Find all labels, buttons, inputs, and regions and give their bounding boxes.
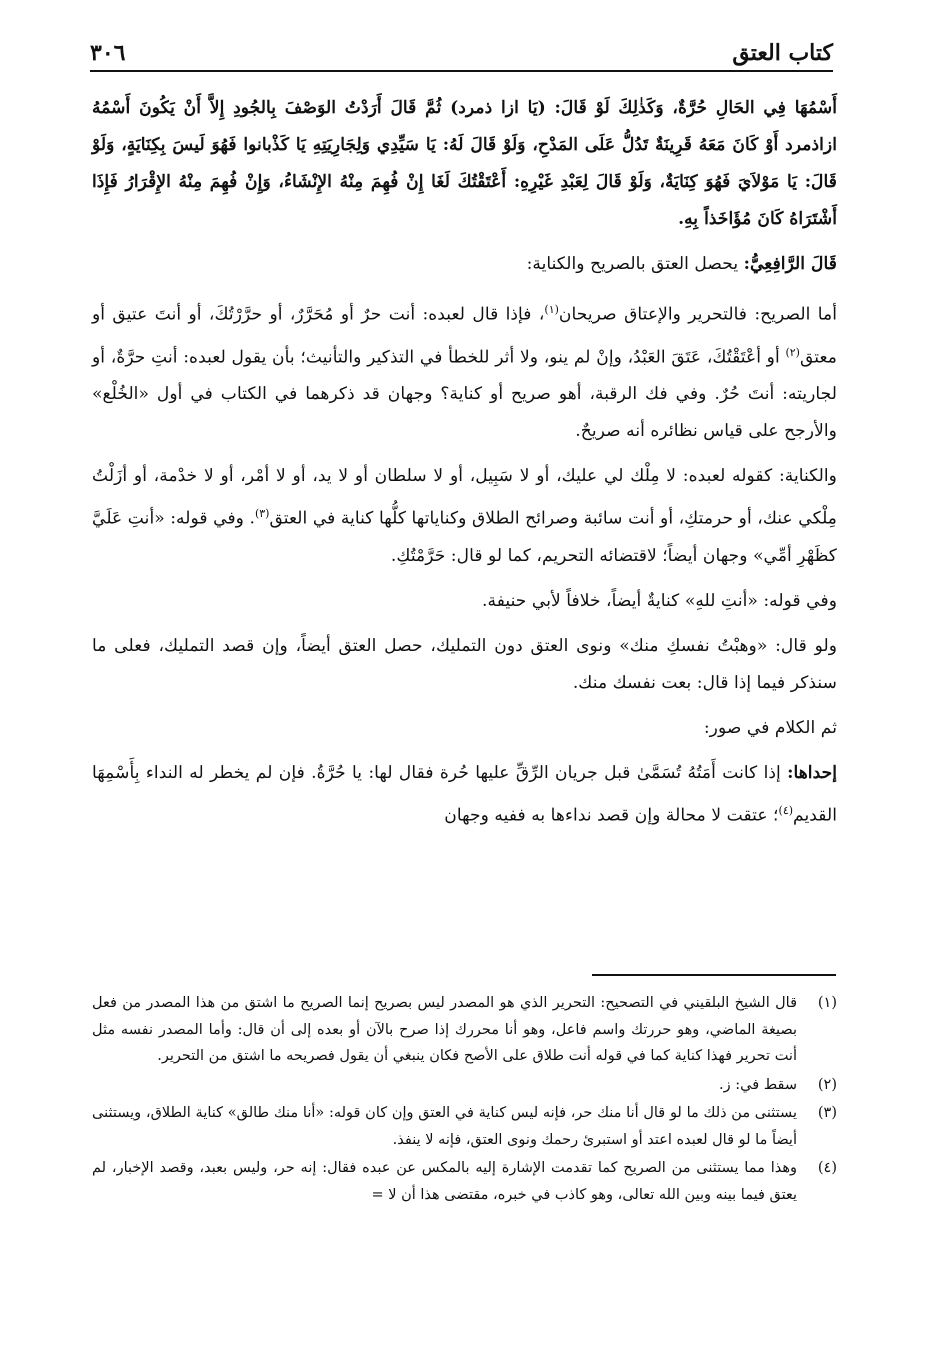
text-run: إذا كانت أَمَتُهُ تُسَمَّىٰ قبل جريان الرِّقِّ عليها حُرة فقال لها: يا حُرَّةُ. فإن لم يخطر له النداء بِأَسْمِهَا القديم (92, 763, 837, 826)
page-header (90, 36, 833, 72)
paragraph (92, 755, 837, 835)
paragraph (92, 291, 837, 450)
text-run: ؛ عتقت لا محالة وإن قصد نداءها به ففيه وجهان (444, 805, 779, 826)
footnote (92, 1155, 837, 1208)
footnote (92, 1072, 837, 1099)
page-number: ٣٠٦ (90, 40, 126, 66)
paragraph: أَسْمُهَا فِي الحَالِ حُرَّةٌ، وَكَذٰلِكَ لَوْ قَالَ: (يَا ازا ذمرد) ثُمَّ قَالَ أَرَدْتُ الوَصْفَ بِالجُودِ إِلاَّ أَنْ يَكُونَ أَسْمُهُ ازاذمرد أَوْ كَانَ مَعَهُ قَرِينَةٌ تَدُلُّ عَلَى المَدْحِ، وَلَوْ قَالَ لَهُ: يَا سَيِّدِي وَلِجَارِيَتِهِ يَا كَذْبانوا فَهُوَ لَيسَ بِكِنَايَةٍ، وَلَوْ قَالَ: يَا مَوْلاَيَ فَهُوَ كِنَايَةٌ، وَلَوْ قَالَ لِعَبْدِ غَيْرِهِ: أَعْتَقْتُكَ لَغَا إِنْ فُهِمَ مِنْهُ الإِنْشَاءُ، وَإِنْ فُهِمَ مِنْهُ الإِقْرَارُ فَإِذَا أَشْتَرَاهُ كَانَ مُؤَاخَذاً بِهِ. (92, 98, 837, 229)
footnote-text: وهذا مما يستثنى من الصريح كما تقدمت الإشارة إليه بالمكس عن عبده فقال: إنه حر، وليس بعبد، وقصد الإخبار، لم يعتق فيما بينه وبين الله تعالى، وهو كاذب في خبره، مقتضى هذا أن لا = (92, 1160, 797, 1203)
footnote-ref: (٢) (785, 345, 800, 359)
footnote (92, 990, 837, 1070)
paragraph (92, 458, 837, 575)
book-title: كتاب العتق (732, 40, 833, 66)
footnotes (92, 990, 837, 1210)
paragraph: ثم الكلام في صور: (703, 718, 837, 739)
footnote-divider (592, 974, 836, 976)
footnote (92, 1100, 837, 1153)
text-run: أما الصريح: فالتحرير والإعتاق صريحان (558, 304, 837, 325)
rafi-text: يحصل العتق بالصريح والكناية: (526, 254, 739, 274)
footnote-ref: (٤) (778, 804, 794, 818)
footnote-ref: (٣) (254, 507, 270, 521)
paragraph: ولو قال: «وهبْتُ نفسكِ منك» ونوى العتق دون التمليك، حصل العتق أيضاً، وإن قصد التمليك، فعلى ما سنذكر فيما إذا قال: بعت نفسك منك. (92, 636, 837, 694)
paragraph: وفي قوله: «أنتِ للهِ» كنايةٌ أيضاً، خلافاً لأبي حنيفة. (482, 591, 837, 612)
footnote-text: قال الشيخ البلقيني في التصحيح: التحرير الذي هو المصدر ليس بصريح إنما الصريح ما اشتق من هذا المصدر من فعل بصيغة الماضي، وهو حررتك واسم فاعل، وهو أنا محررك إذا صرح بالآن أو بعده إلى أن قال: وأما المصدر نفسه مثل أنت تحرير فهذا كناية كما في قوله أنت طلاق على الأصح فكان ينبغي أن يقول فصريحه ما اشتق من التحرير. (92, 995, 797, 1064)
text-run: أو أعْتَقْتُكَ، عَتَقَ العَبْدُ، وإنْ لم ينو، ولا أثر للخطأ في التذكير والتأنيث؛ بأن يقول لعبده: أنتِ حرَّةٌ، أو لجاريته: أنتَ حُرٌ. وفي فك الرقبة، أهو صريح أو كناية؟ وجهان قد ذكرهما في الكتاب في أول «الخُلْع» والأرجح على قياس نظائره أنه صريحٌ. (92, 347, 837, 442)
rafi-label: قَالَ الرَّافِعِيُّ: (743, 254, 837, 274)
footnote-number: (٢) (817, 1076, 837, 1093)
footnote-number: (٤) (817, 1160, 837, 1176)
footnote-text: يستثنى من ذلك ما لو قال أنا منك حر، فإنه ليس كناية في العتق وإن كان قوله: «أنا منك طالق» كناية الطلاق، ويستثنى أيضاً ما لو قال لعبده اعتد أو استبرئ رحمك ونوى العتق، فإنه لا ينفذ. (92, 1105, 797, 1148)
paragraph (92, 246, 837, 283)
case-label: إحداها: (787, 763, 837, 784)
footnote-ref: (١) (544, 303, 559, 316)
text-run: . وفي قوله: «أنتِ عَلَيَّ كظَهْرِ أمِّي» وجهان أيضاً؛ لاقتضائه التحريم، كما لو قال: حَرَّمْتُكِ. (92, 509, 837, 567)
footnote-number: (٣) (817, 1105, 837, 1121)
text-run: ، فإذا قال لعبده: أنت حرٌ أو مُحَرَّرٌ، أو حرَّرْتُكَ، أو أنتَ عتيق أو معتق (92, 304, 837, 368)
footnote-text: سقط في: ز. (719, 1076, 797, 1093)
main-text (92, 90, 837, 843)
footnote-number: (١) (817, 995, 837, 1011)
text-run: والكناية: كقوله لعبده: لا مِلْك لي عليك، أو لا سَبِيل، أو لا سلطان أو لا يد، أو لا أمْر، أو لا خدْمة، أو أزَلْتُ مِلْكي عنك، أو حرمتكِ، أو أنت سائبة وصرائح الطلاق وكناياتها كلُّها كناية في العتق (92, 466, 837, 530)
